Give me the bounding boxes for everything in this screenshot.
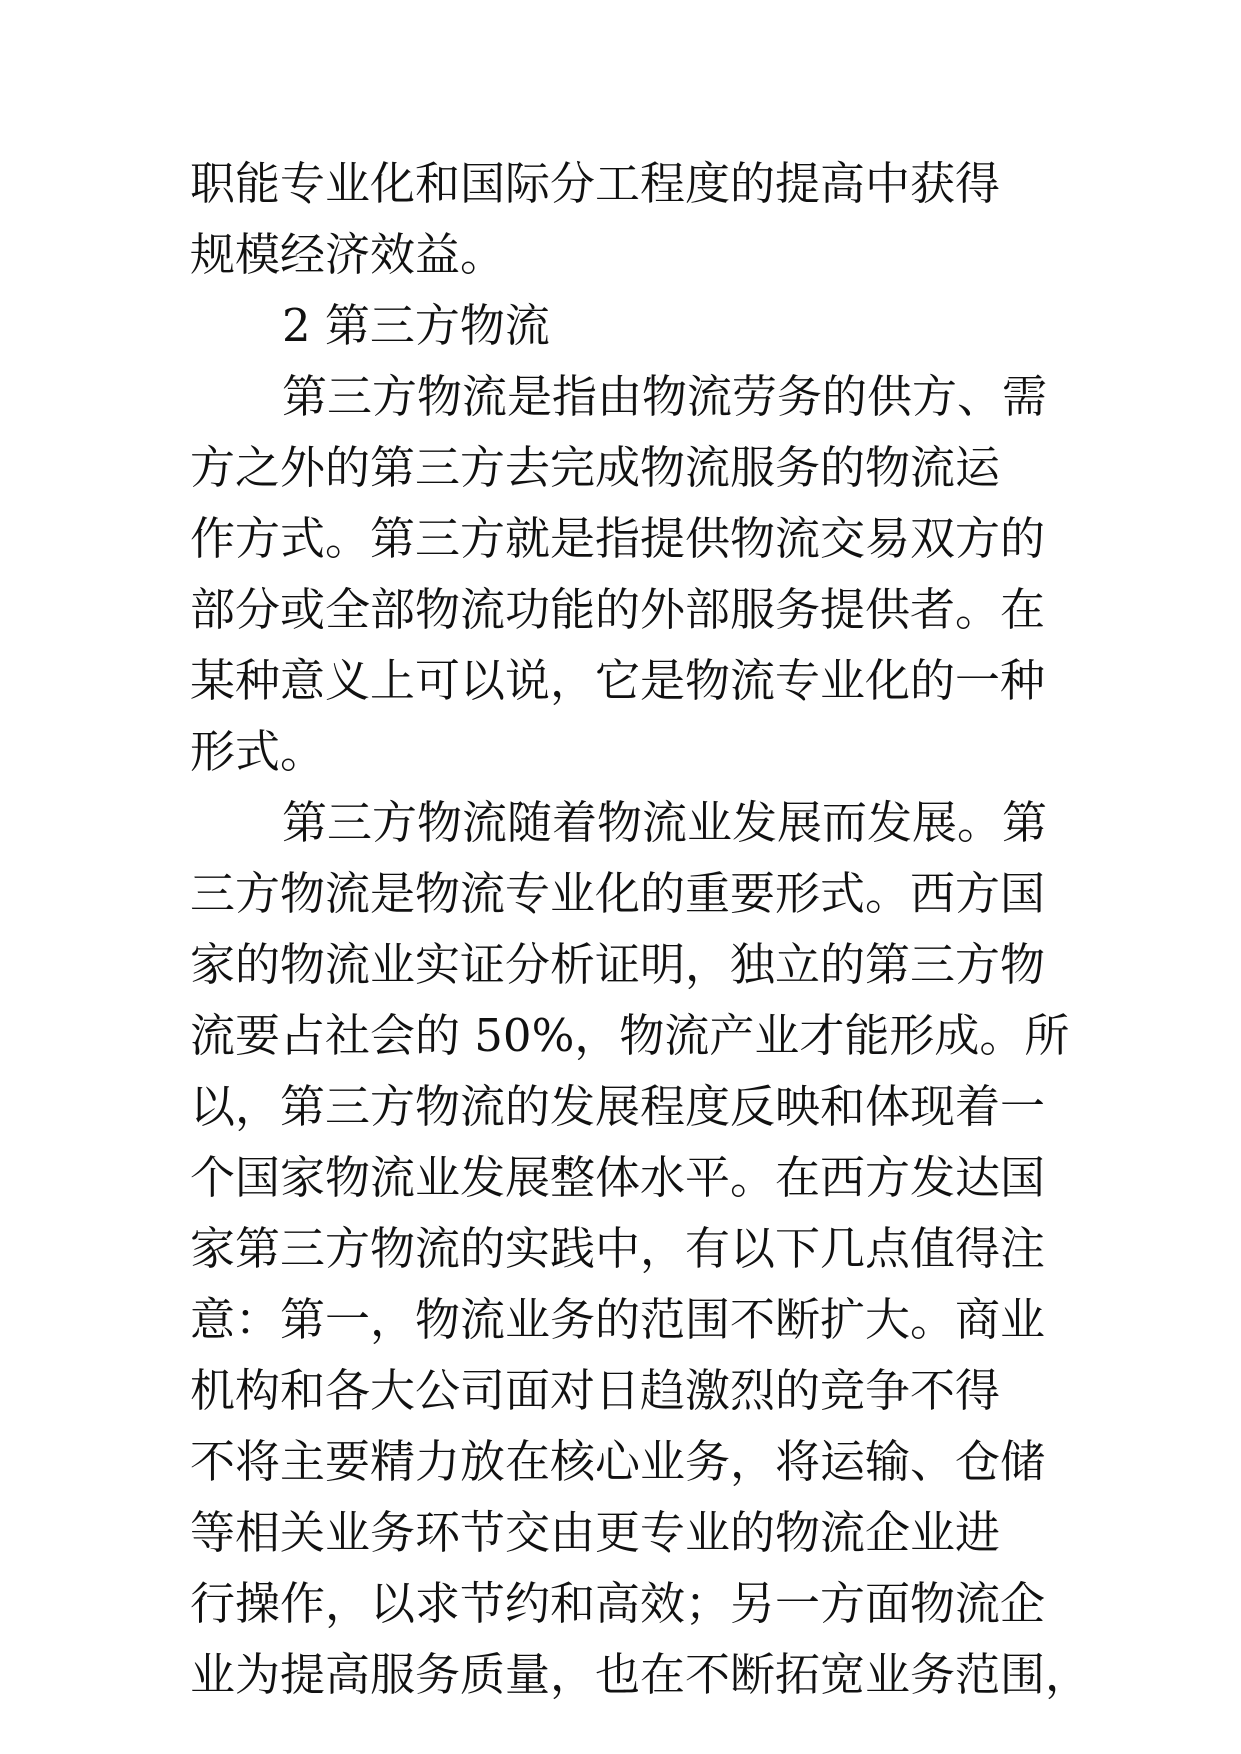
- text-line: 机构和各大公司面对日趋激烈的竞争不得: [190, 1364, 1001, 1417]
- text-line: 业为提高服务质量，也在不断拓宽业务范围，: [190, 1648, 1091, 1701]
- paragraph-start: 第三方物流随着物流业发展而发展。第: [282, 796, 1048, 849]
- text-line: 三方物流是物流专业化的重要形式。西方国: [190, 867, 1046, 920]
- text-line: 部分或全部物流功能的外部服务提供者。在: [190, 583, 1046, 636]
- text-line: 某种意义上可以说，它是物流专业化的一种: [190, 654, 1046, 707]
- section-heading: 2 第三方物流: [282, 299, 550, 352]
- paragraph-start: 第三方物流是指由物流劳务的供方、需: [282, 370, 1048, 423]
- text-line: 不将主要精力放在核心业务，将运输、仓储: [190, 1435, 1046, 1488]
- text-line: 家第三方物流的实践中，有以下几点值得注: [190, 1222, 1046, 1275]
- text-line: 以，第三方物流的发展程度反映和体现着一: [190, 1080, 1046, 1133]
- text-line: 个国家物流业发展整体水平。在西方发达国: [190, 1151, 1046, 1204]
- text-line: 规模经济效益。: [190, 228, 506, 281]
- text-line: 等相关业务环节交由更专业的物流企业进: [190, 1506, 1001, 1559]
- text-line: 方之外的第三方去完成物流服务的物流运: [190, 441, 1001, 494]
- text-line: 形式。: [190, 725, 326, 778]
- text-line: 职能专业化和国际分工程度的提高中获得: [190, 157, 1001, 210]
- text-line: 作方式。第三方就是指提供物流交易双方的: [190, 512, 1046, 565]
- text-line: 家的物流业实证分析证明，独立的第三方物: [190, 938, 1046, 991]
- text-line: 流要占社会的 50%，物流产业才能形成。所: [190, 1009, 1070, 1062]
- text-line: 意：第一，物流业务的范围不断扩大。商业: [190, 1293, 1046, 1346]
- text-line: 行操作，以求节约和高效；另一方面物流企: [190, 1577, 1046, 1630]
